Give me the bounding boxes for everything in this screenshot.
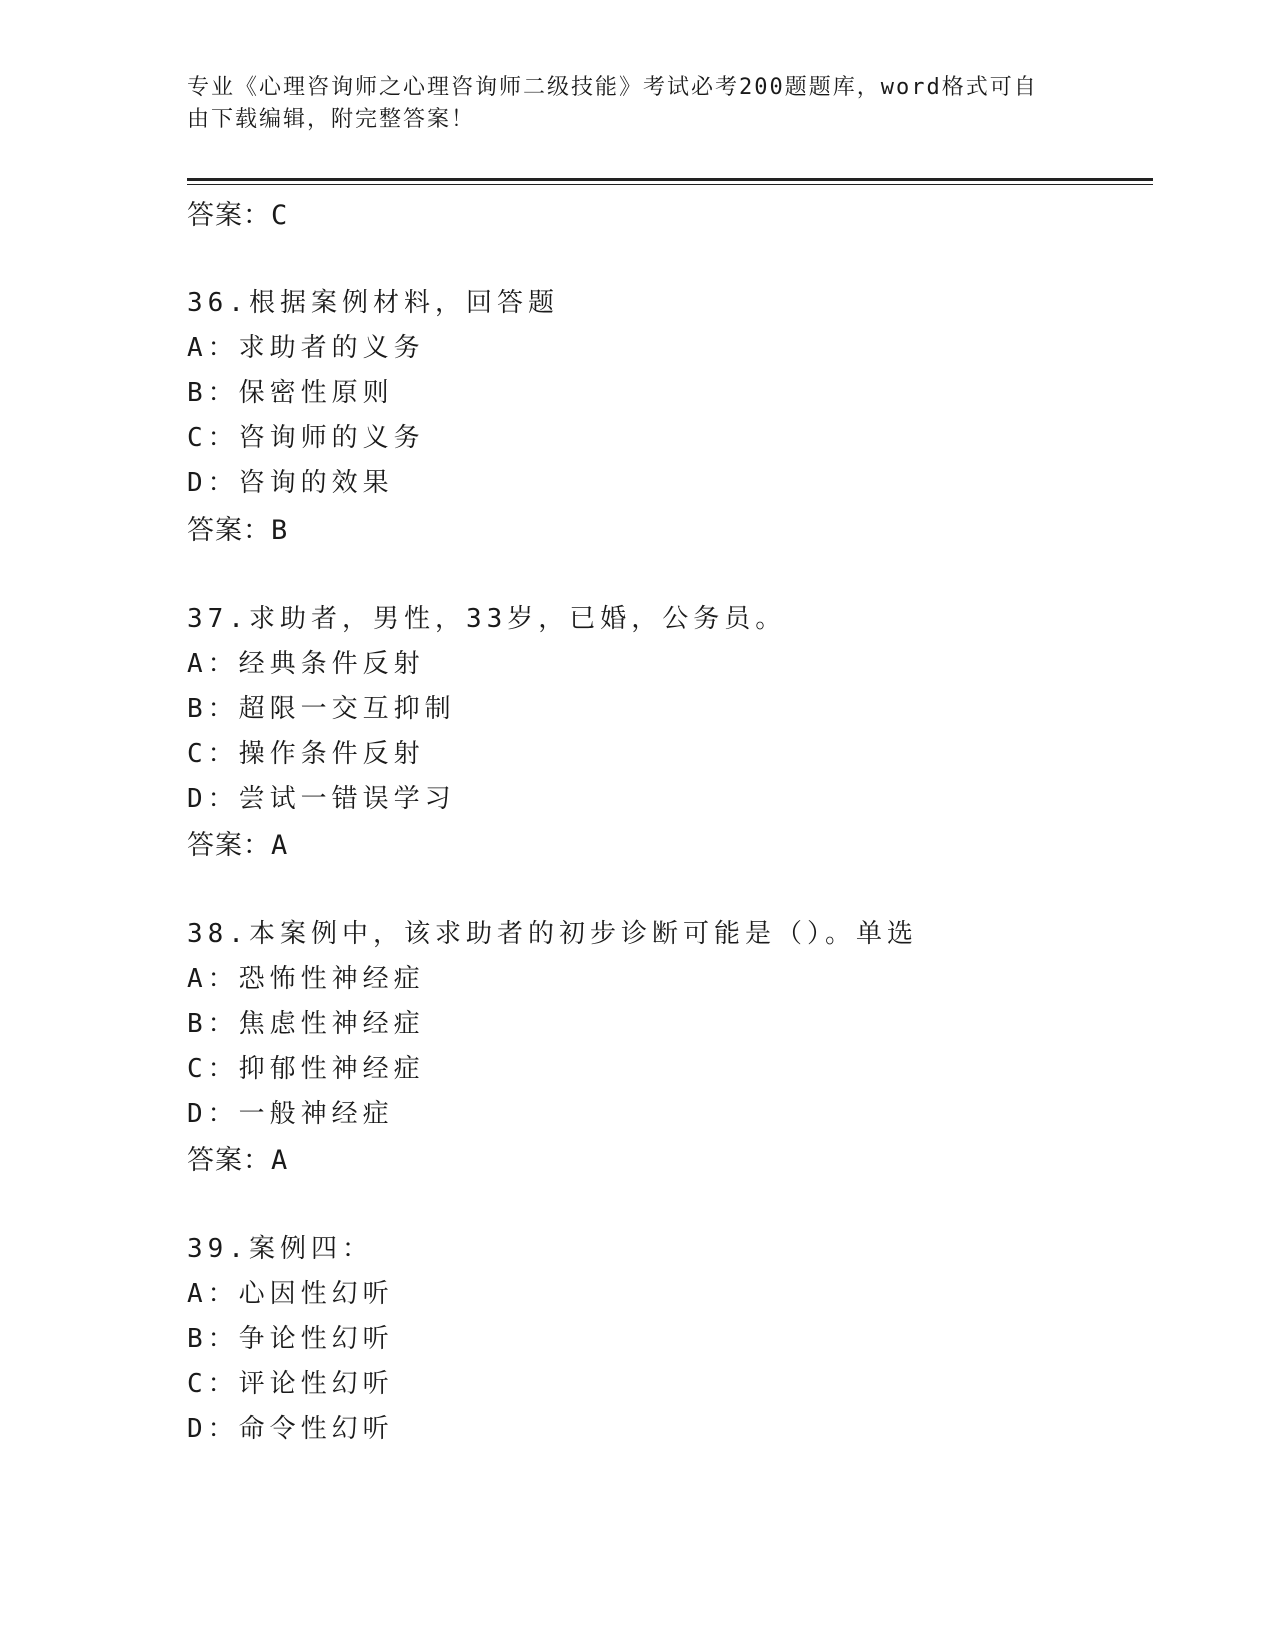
question-36-option-d: D：咨询的效果 <box>187 468 394 498</box>
header-line-1: 专业《心理咨询师之心理咨询师二级技能》考试必考200题题库，word格式可自 <box>187 75 1038 100</box>
question-39-option-a: A：心因性幻听 <box>187 1279 394 1309</box>
question-39-option-c: C：评论性幻听 <box>187 1369 394 1399</box>
question-37-option-d: D：尝试一错误学习 <box>187 784 456 814</box>
document-header <box>187 72 1067 136</box>
answer-35: 答案：C <box>187 200 289 231</box>
header-line-2: 由下载编辑，附完整答案！ <box>187 107 476 132</box>
question-39-option-d: D：命令性幻听 <box>187 1414 394 1444</box>
question-37-option-c: C：操作条件反射 <box>187 739 425 769</box>
answer-38: 答案：A <box>187 1145 289 1176</box>
answer-36: 答案：B <box>187 515 289 546</box>
answer-37: 答案：A <box>187 830 289 861</box>
question-39-option-b: B：争论性幻听 <box>187 1324 394 1354</box>
question-38-option-c: C：抑郁性神经症 <box>187 1054 425 1084</box>
question-38-stem: 38.本案例中，该求助者的初步诊断可能是（）。单选 <box>187 919 918 949</box>
header-divider-thin <box>187 184 1153 185</box>
question-36-option-b: B：保密性原则 <box>187 378 394 408</box>
question-36-option-a: A：求助者的义务 <box>187 333 425 363</box>
question-37-option-b: B：超限一交互抑制 <box>187 694 456 724</box>
question-39-stem: 39.案例四： <box>187 1234 373 1264</box>
question-38-option-d: D：一般神经症 <box>187 1099 394 1129</box>
question-36-option-c: C：咨询师的义务 <box>187 423 425 453</box>
question-37-stem: 37.求助者，男性，33岁，已婚，公务员。 <box>187 604 787 634</box>
header-divider-thick <box>187 178 1153 181</box>
question-36-stem: 36.根据案例材料，回答题 <box>187 288 559 318</box>
question-37-option-a: A：经典条件反射 <box>187 649 425 679</box>
question-38-option-a: A：恐怖性神经症 <box>187 964 425 994</box>
question-38-option-b: B：焦虑性神经症 <box>187 1009 425 1039</box>
